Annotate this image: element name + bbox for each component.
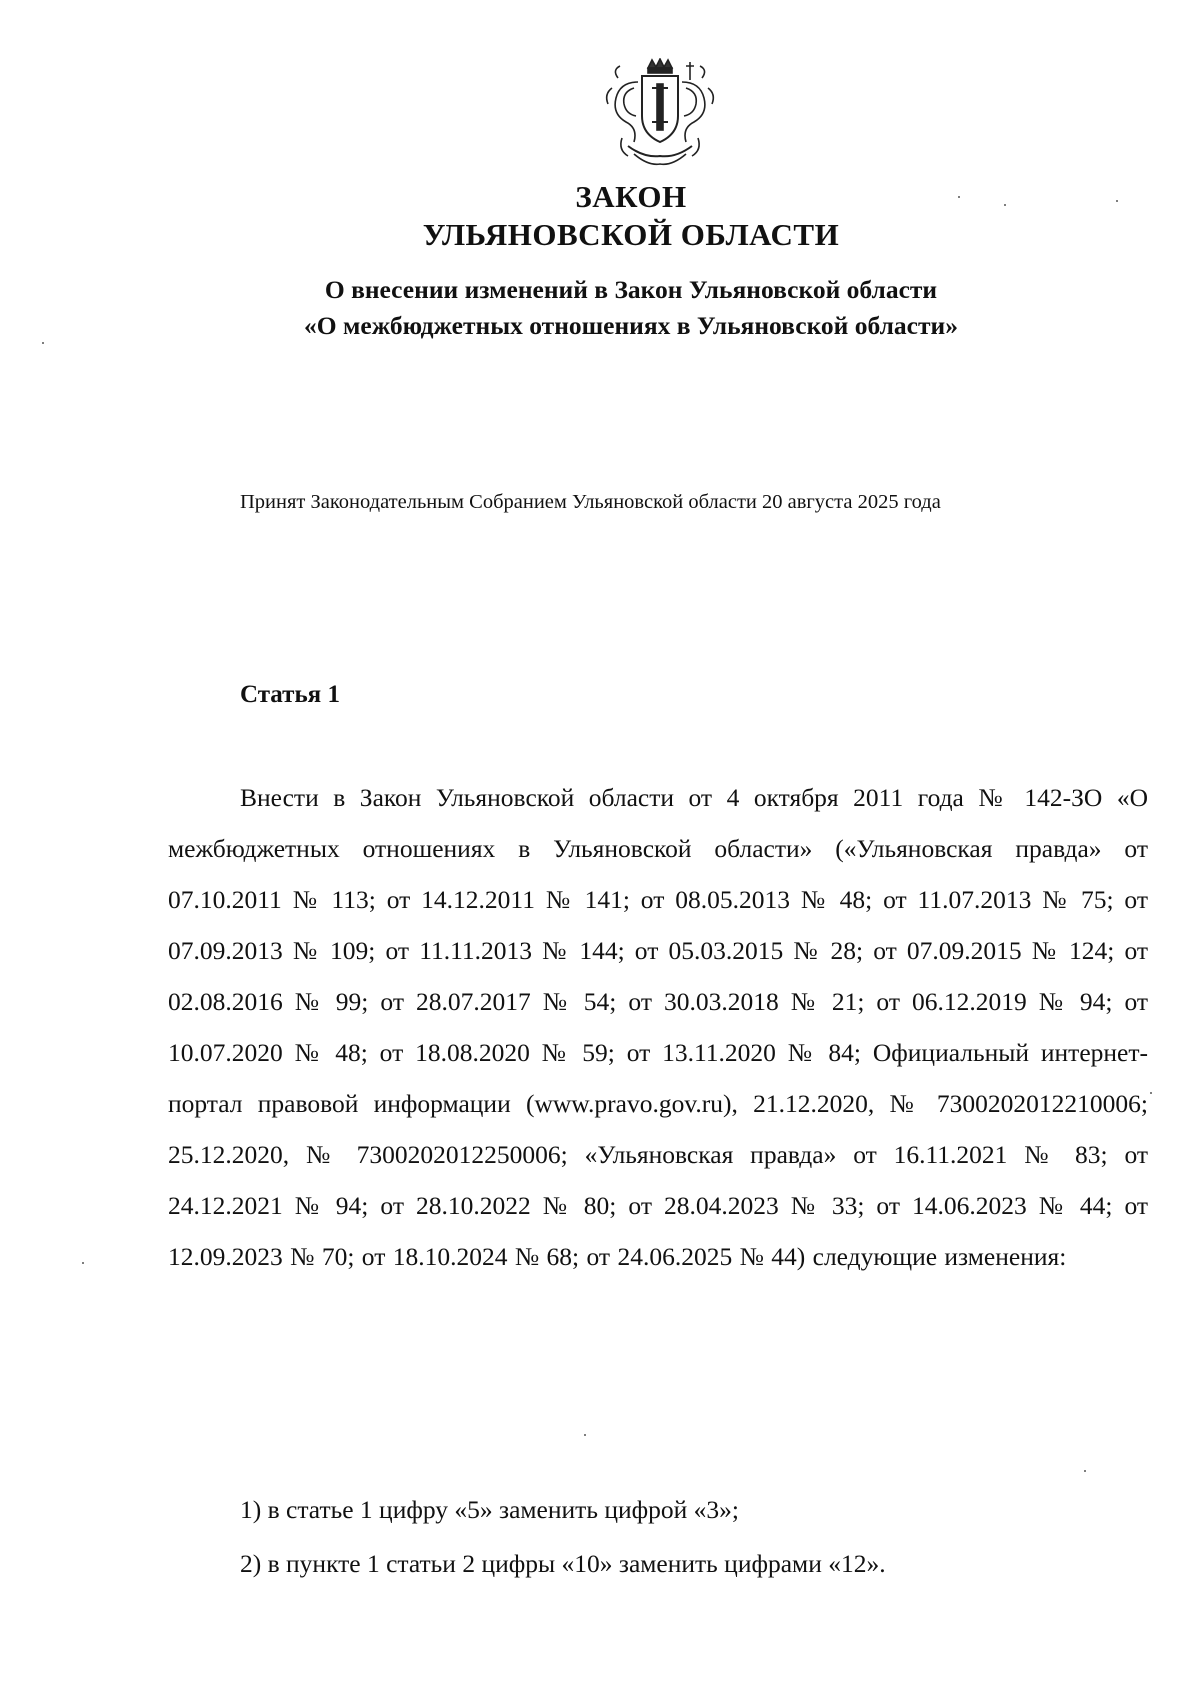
document-type-heading: [0, 178, 1200, 254]
document-title: [0, 272, 1200, 344]
scan-speck: [82, 1262, 84, 1264]
scan-speck: [42, 342, 44, 344]
coat-of-arms-emblem: [598, 58, 722, 170]
title-line-1: О внесении изменений в Закон Ульяновской области: [324, 275, 938, 304]
scan-speck: [1004, 204, 1006, 206]
title-line-2: «О межбюджетных отношениях в Ульяновской области»: [304, 311, 958, 340]
article-body-paragraph: Внести в Закон Ульяновской области от 4 октября 2011 года № 142-ЗО «О межбюджетных отношениях в Ульяновской области» («Ульяновская правда» от 07.10.2011 № 113; от 14.12.2011 № 141; от 08.05.2013 № 48; от 11.07.2013 № 75; от 07.09.2013 № 109; от 11.11.2013 № 144; от 05.03.2015 № 28; от 07.09.2015 № 124; от 02.08.2016 № 99; от 28.07.2017 № 54; от 30.03.2018 № 21; от 06.12.2019 № 94; от 10.07.2020 № 48; от 18.08.2020 № 59; от 13.11.2020 № 84; Официальный интернет-портал правовой информации (www.pravo.gov.ru), 21.12.2020, № 7300202012210006; 25.12.2020, № 7300202012250006; «Ульяновская правда» от 16.11.2021 № 83; от 24.12.2021 № 94; от 28.10.2022 № 80; от 28.04.2023 № 33; от 14.06.2023 № 44; от 12.09.2023 № 70; от 18.10.2024 № 68; от 24.06.2025 № 44) следующие изменения:: [168, 783, 1148, 1271]
scan-speck: [1084, 1470, 1086, 1472]
adoption-note: Принят Законодательным Собранием Ульяновской области 20 августа 2025 года: [240, 491, 941, 513]
article-heading: Статья 1: [240, 681, 340, 708]
scan-speck: [958, 196, 960, 198]
doc-type-line-1: ЗАКОН: [575, 179, 687, 214]
amendment-item-1: 1) в статье 1 цифру «5» заменить цифрой «3»;: [240, 1495, 739, 1524]
doc-type-line-2: УЛЬЯНОВСКОЙ ОБЛАСТИ: [422, 217, 840, 252]
scan-speck: [1150, 1092, 1152, 1094]
amendment-item-2: 2) в пункте 1 статьи 2 цифры «10» заменить цифрами «12».: [240, 1549, 886, 1578]
scan-speck: [1116, 200, 1118, 202]
scan-speck: [584, 1434, 586, 1436]
